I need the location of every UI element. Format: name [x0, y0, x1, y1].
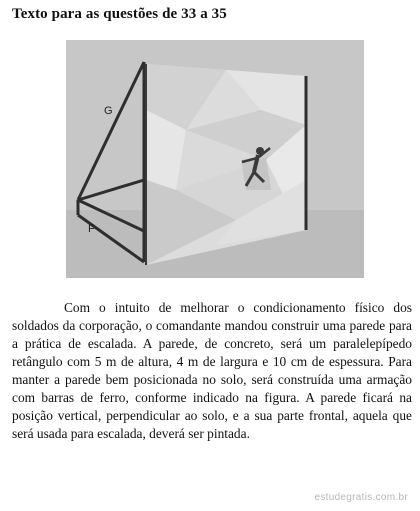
- paragraph-text: Com o intuito de melhorar o condicionamento físico dos soldados da corporação, o comandante mandou construir uma parede para a prática de escalada. A parede, de concreto, será um paralelepípedo retângulo com 5 m de altura, 4 m de largura e 10 cm de espessura. Para manter a parede bem posicionada no solo, será construída uma armação com barras de ferro, conforme indicado na figura. A parede ficará na posição vertical, perpendicular ao solo, e a sua parte frontal, aquela que será usada para escalada, deverá ser pintada.: [12, 300, 412, 441]
- climbing-wall-illustration: [66, 40, 364, 278]
- section-heading: Texto para as questões de 33 a 35: [12, 6, 227, 22]
- climbing-wall-figure: [66, 40, 364, 278]
- label-f: F: [88, 223, 95, 235]
- label-g: G: [104, 105, 113, 117]
- body-paragraph: [12, 299, 412, 443]
- watermark: estudegratis.com.br: [314, 492, 408, 503]
